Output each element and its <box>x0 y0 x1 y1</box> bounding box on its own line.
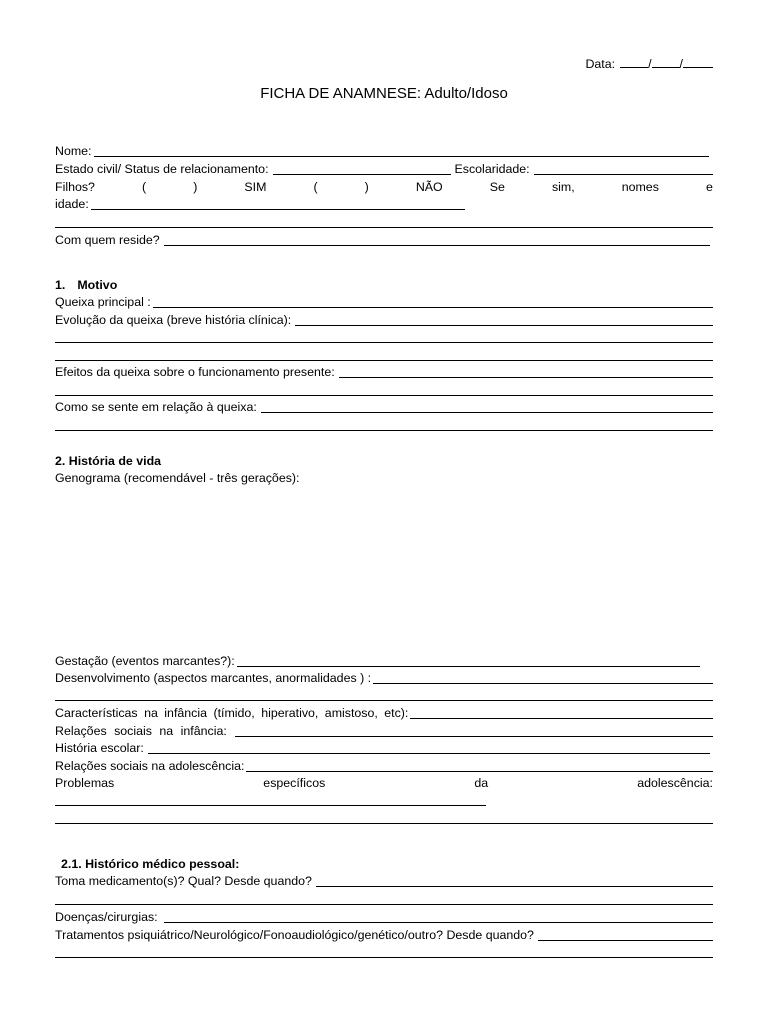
medicamentos-label: Toma medicamento(s)? Qual? Desde quando? <box>55 874 312 888</box>
se-word: Se <box>489 180 505 194</box>
efeitos-blank[interactable] <box>339 365 713 378</box>
com-quem-reside-blank[interactable] <box>164 233 710 246</box>
tratamentos-line[interactable] <box>55 927 713 944</box>
blank-line[interactable] <box>55 823 713 824</box>
blank-line[interactable] <box>55 957 713 958</box>
nao-checkbox-open[interactable]: ( <box>313 180 318 194</box>
relacoes-adolescencia-blank[interactable] <box>246 759 713 772</box>
section-historia-heading: 2. História de vida <box>55 454 162 468</box>
filhos-line <box>55 179 713 196</box>
desenvolvimento-blank[interactable] <box>373 671 713 684</box>
sim-word: sim, <box>551 180 575 194</box>
infancia-blank[interactable] <box>410 706 713 719</box>
gestacao-label: Gestação (eventos marcantes?): <box>55 654 235 668</box>
tratamentos-label: Tratamentos psiquiátrico/Neurológico/Fonoaudiológico/genético/outro? Desde quando? <box>55 928 534 942</box>
sim-checkbox-open[interactable]: ( <box>142 180 147 194</box>
blank-line[interactable] <box>55 700 713 701</box>
e-word: e <box>705 180 713 194</box>
medicamentos-line[interactable] <box>55 873 713 890</box>
sim-checkbox-close[interactable]: ) <box>193 180 198 194</box>
desenvolvimento-label: Desenvolvimento (aspectos marcantes, anormalidades ) : <box>55 671 372 685</box>
nomes-word: nomes <box>621 180 659 194</box>
blank-line[interactable] <box>55 904 713 905</box>
idade-line[interactable] <box>55 196 713 213</box>
blank-line[interactable] <box>55 395 713 396</box>
como-sente-label: Como se sente em relação à queixa: <box>55 400 257 414</box>
problemas-word: Problemas <box>55 776 115 790</box>
nome-label: Nome: <box>55 144 92 158</box>
infancia-line[interactable] <box>55 705 713 722</box>
historia-escolar-line[interactable] <box>55 740 710 757</box>
relacoes-infancia-blank[interactable] <box>235 724 713 737</box>
historia-escolar-blank[interactable] <box>148 741 710 754</box>
queixa-label: Queixa principal : <box>55 295 151 309</box>
medicamentos-blank[interactable] <box>316 874 713 887</box>
nome-line[interactable] <box>55 143 709 160</box>
como-sente-line[interactable] <box>55 399 713 416</box>
desenvolvimento-line[interactable] <box>55 670 713 687</box>
da-word: da <box>474 776 489 790</box>
date-day-blank[interactable] <box>620 55 648 68</box>
date-year-blank[interactable] <box>683 55 713 68</box>
section-number: 1. <box>55 278 66 292</box>
page-title: FICHA DE ANAMNESE: Adulto/Idoso <box>260 85 508 102</box>
tratamentos-blank[interactable] <box>538 928 713 941</box>
section-medico-heading: 2.1. Histórico médico pessoal: <box>61 857 240 871</box>
blank-line[interactable] <box>55 805 486 806</box>
doencas-line[interactable] <box>55 909 713 926</box>
gestacao-blank[interactable] <box>237 654 700 667</box>
nao-label: NÃO <box>415 180 443 194</box>
blank-line[interactable] <box>55 430 713 431</box>
genograma-label: Genograma (recomendável - três gerações): <box>55 471 300 485</box>
como-sente-blank[interactable] <box>261 400 713 413</box>
problemas-line <box>55 775 713 792</box>
sim-label: SIM <box>244 180 267 194</box>
doencas-blank[interactable] <box>164 910 713 923</box>
estado-civil-label: Estado civil/ Status de relacionamento: <box>55 162 269 176</box>
date-field[interactable] <box>585 55 713 71</box>
blank-line[interactable] <box>55 227 713 228</box>
queixa-line[interactable] <box>55 294 713 311</box>
evolucao-label: Evolução da queixa (breve história clínica): <box>55 313 292 327</box>
com-quem-reside-label: Com quem reside? <box>55 233 160 247</box>
estado-civil-blank[interactable] <box>273 162 451 175</box>
date-month-blank[interactable] <box>652 55 680 68</box>
date-label: Data: <box>585 57 616 71</box>
blank-line[interactable] <box>55 342 713 343</box>
idade-label: idade: <box>55 197 89 211</box>
nao-checkbox-close[interactable]: ) <box>364 180 369 194</box>
relacoes-infancia-line[interactable] <box>55 723 713 740</box>
relacoes-infancia-label: Relações sociais na infância: <box>55 724 227 738</box>
relacoes-adolescencia-label: Relações sociais na adolescência: <box>55 759 245 773</box>
escolaridade-blank[interactable] <box>534 162 713 175</box>
evolucao-line[interactable] <box>55 312 713 329</box>
infancia-label: Características na infância (tímido, hiperativo, amistoso, etc): <box>55 706 409 720</box>
escolaridade-label: Escolaridade: <box>454 162 530 176</box>
gestacao-line[interactable] <box>55 653 700 670</box>
com-quem-reside-line[interactable] <box>55 232 710 249</box>
section-title: Motivo <box>77 278 118 292</box>
especificos-word: específicos <box>263 776 326 790</box>
idade-blank[interactable] <box>91 197 465 210</box>
efeitos-line[interactable] <box>55 364 713 381</box>
section-motivo-heading <box>55 277 713 294</box>
evolucao-blank[interactable] <box>295 313 713 326</box>
adolescencia-word: adolescência: <box>637 776 713 790</box>
doencas-label: Doenças/cirurgias: <box>55 910 158 924</box>
queixa-blank[interactable] <box>153 295 713 308</box>
efeitos-label: Efeitos da queixa sobre o funcionamento presente: <box>55 365 335 379</box>
historia-escolar-label: História escolar: <box>55 741 144 755</box>
filhos-label: Filhos? <box>55 180 95 194</box>
date-separator: / <box>648 57 652 71</box>
blank-line[interactable] <box>55 360 713 361</box>
date-separator: / <box>679 57 683 71</box>
nome-blank[interactable] <box>94 144 710 157</box>
estado-civil-line[interactable] <box>55 161 713 178</box>
relacoes-adolescencia-line[interactable] <box>55 758 713 775</box>
